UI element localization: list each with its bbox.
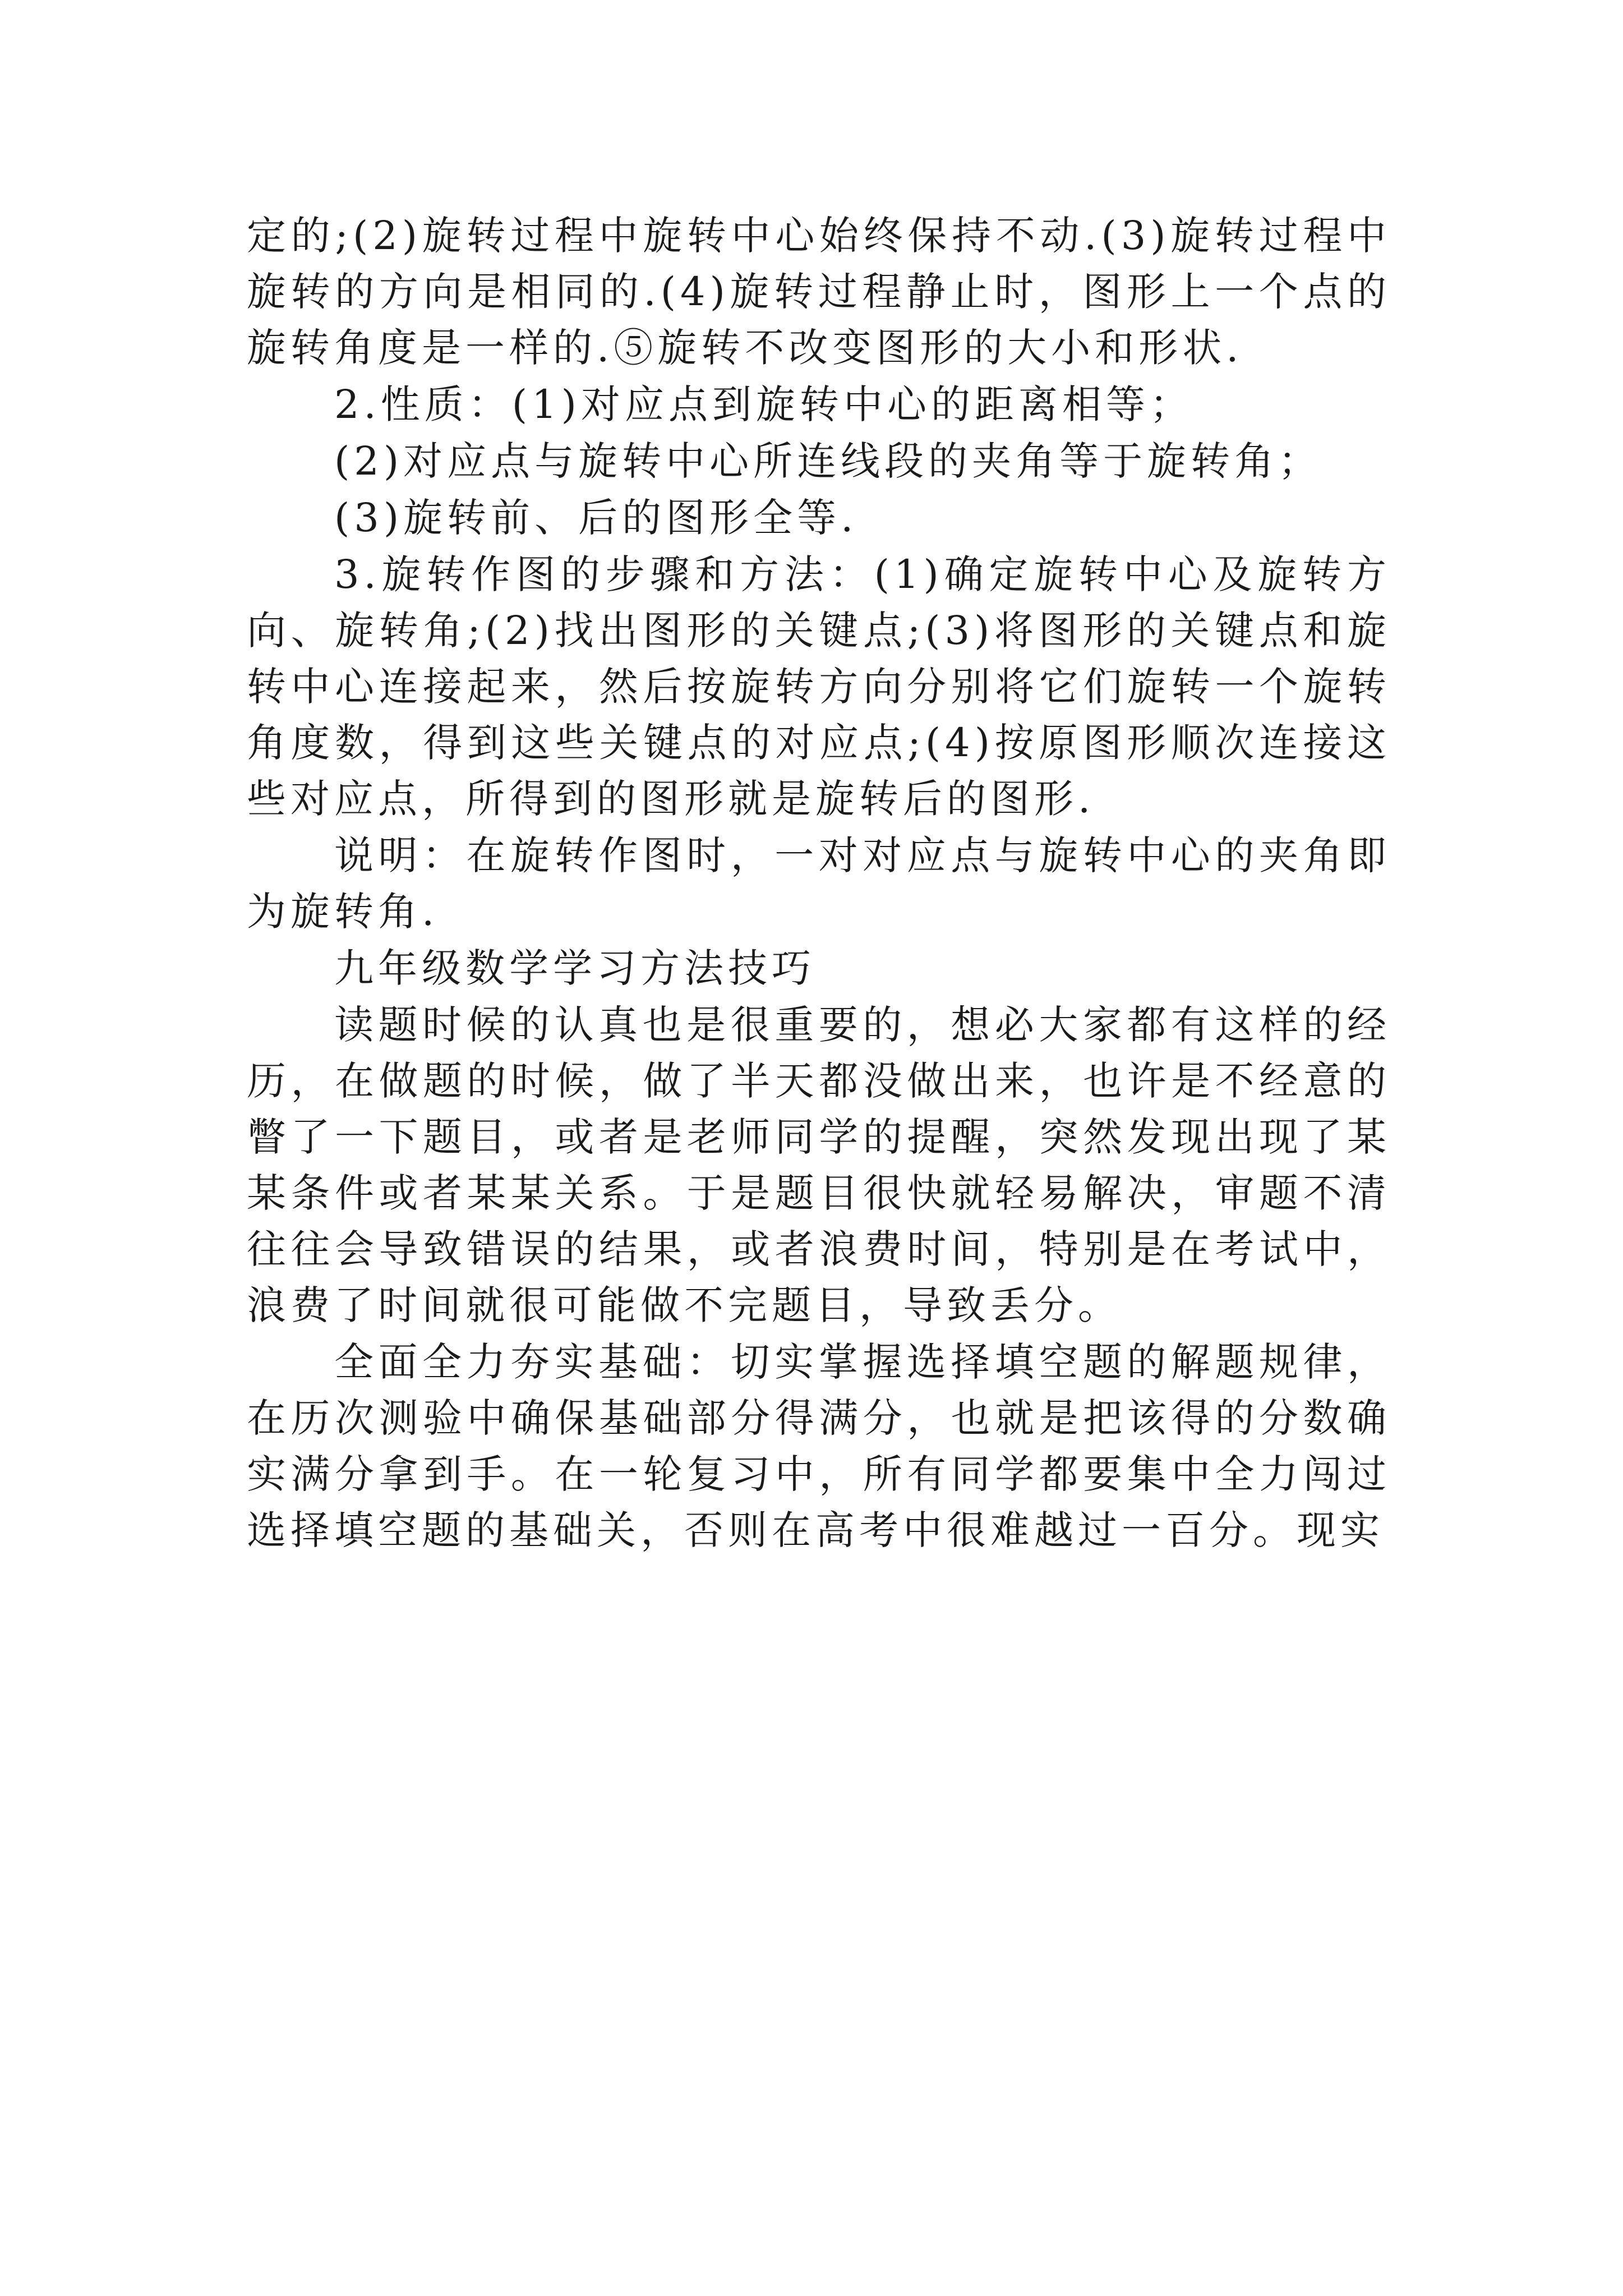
- paragraph-reading-carefully: 读题时候的认真也是很重要的，想必大家都有这样的经历，在做题的时候，做了半天都没做出来，也许是不经意的瞥了一下题目，或者是老师同学的提醒，突然发现出现了某某条件或者某某关系。于是题目很快就轻易解决，审题不清往往会导致错误的结果，或者浪费时间，特别是在考试中，浪费了时间就很可能做不完题目，导致丢分。: [247, 1002, 1391, 1328]
- paragraph-property-angle: (2)对应点与旋转中心所连线段的夹角等于旋转角；: [334, 438, 1322, 484]
- section-heading: 九年级数学学习方法技巧: [334, 945, 815, 991]
- paragraph-properties: 2.性质：(1)对应点到旋转中心的距离相等；: [334, 381, 1193, 427]
- paragraph-note: 说明：在旋转作图时，一对对应点与旋转中心的夹角即为旋转角.: [247, 832, 1391, 935]
- paragraph-property-congruent: (3)旋转前、后的图形全等.: [334, 495, 858, 541]
- paragraph-solid-foundation: 全面全力夯实基础：切实掌握选择填空题的解题规律，在历次测验中确保基础部分得满分，也就是把该得的分数确实满分拿到手。在一轮复习中，所有同学都要集中全力闯过选择填空题的基础关，否则在高考中很难越过一百分。现实: [247, 1339, 1391, 1553]
- document-body: [247, 208, 1391, 1559]
- paragraph-rotation-features: 定的;(2)旋转过程中旋转中心始终保持不动.(3)旋转过程中旋转的方向是相同的.(4)旋转过程静止时，图形上一个点的旋转角度是一样的.⑤旋转不改变图形的大小和形状.: [247, 213, 1391, 371]
- paragraph-drawing-steps: 3.旋转作图的步骤和方法：(1)确定旋转中心及旋转方向、旋转角;(2)找出图形的关键点;(3)将图形的关键点和旋转中心连接起来，然后按旋转方向分别将它们旋转一个旋转角度数，得到这些关键点的对应点;(4)按原图形顺次连接这些对应点，所得到的图形就是旋转后的图形.: [247, 551, 1391, 822]
